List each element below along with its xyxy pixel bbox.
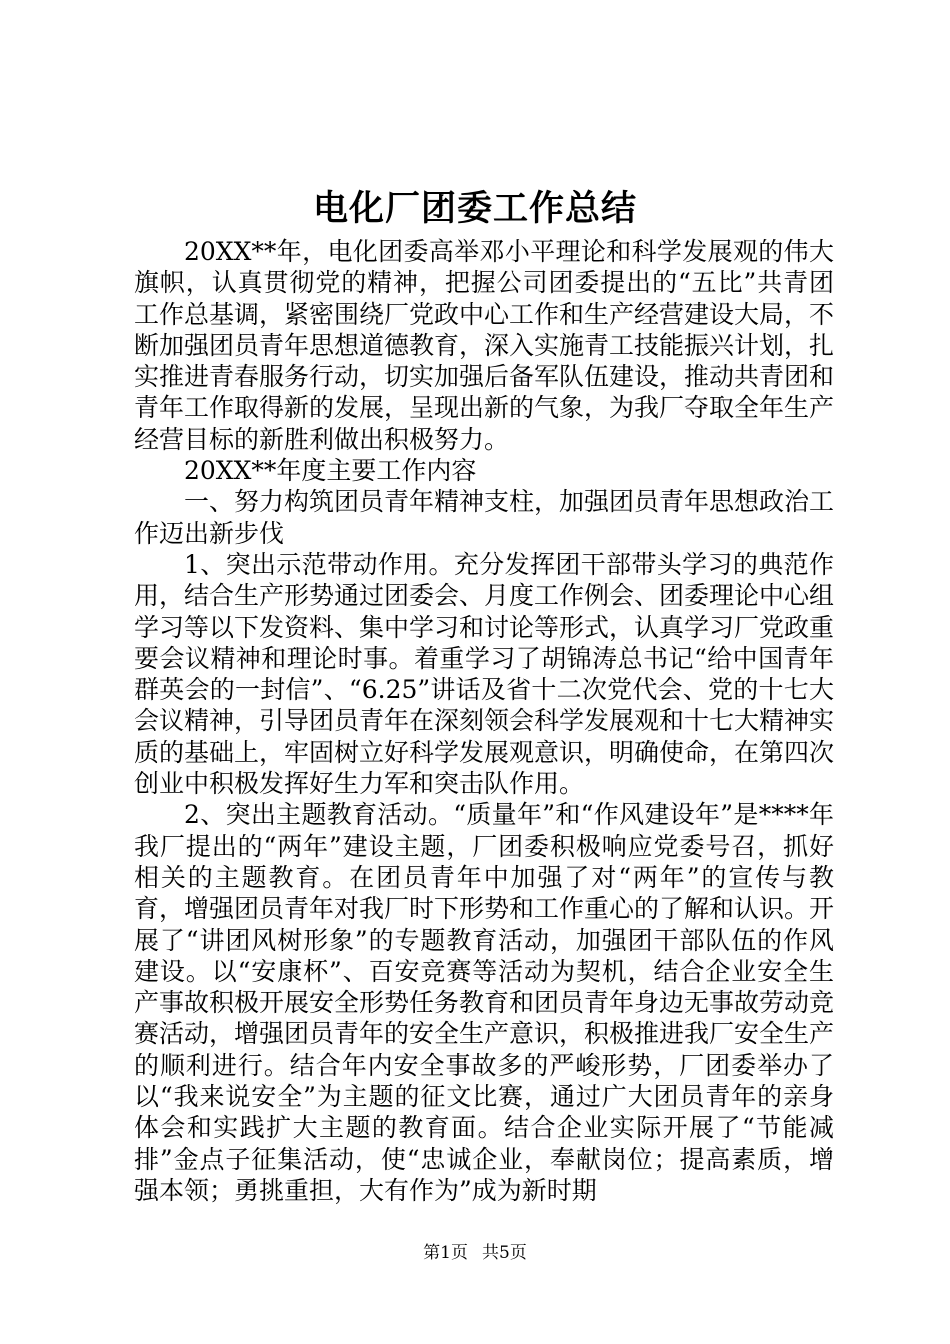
paragraph-item-2: 2、突出主题教育活动。“质量年”和“作风建设年”是****年我厂提出的“两年”建设主题，厂团委积极响应党委号召，抓好相关的主题教育。在团员青年中加强了对“两年”的宣传与教育，增强团员青年对我厂时下形势和工作重心的了解和认识。开展了“讲团风树形象”的专题教育活动，加强团干部队伍的作风建设。以“安康杯”、百安竞赛等活动为契机，结合企业安全生产事故积极开展安全形势任务教育和团员青年身边无事故劳动竞赛活动，增强团员青年的安全生产意识，积极推进我厂安全生产的顺利进行。结合年内安全事故多的严峻形势，厂团委举办了以“我来说安全”为主题的征文比赛，通过广大团员青年的亲身体会和实践扩大主题的教育面。结合企业实际开展了“节能减排”金点子征集活动，使“忠诚企业，奉献岗位；提高素质，增强本领；勇挑重担，大有作为”成为新时期 xyxy=(134,800,835,1205)
paragraph-item-1: 1、突出示范带动作用。充分发挥团干部带头学习的典范作用，结合生产形势通过团委会、月度工作例会、团委理论中心组学习等以下发资料、集中学习和讨论等形式，认真学习厂党政重要会议精神和理论时事。着重学习了胡锦涛总书记“给中国青年群英会的一封信”、“6.25”讲话及省十二次党代会、党的十七大会议精神，引导团员青年在深刻领会科学发展观和十七大精神实质的基础上，牢固树立好科学发展观意识，明确使命，在第四次创业中积极发挥好生力军和突击队作用。 xyxy=(134,549,835,799)
page-number: 第1页 xyxy=(423,1243,468,1263)
paragraph-intro: 20XX**年，电化团委高举邓小平理论和科学发展观的伟大旗帜，认真贯彻党的精神，把握公司团委提出的“五比”共青团工作总基调，紧密围绕厂党政中心工作和生产经营建设大局，不断加强团员青年思想道德教育，深入实施青工技能振兴计划，扎实推进青春服务行动，切实加强后备军队伍建设，推动共青团和青年工作取得新的发展，呈现出新的气象，为我厂夺取全年生产经营目标的新胜利做出积极努力。 xyxy=(134,237,835,454)
paragraph-part-one-heading: 一、努力构筑团员青年精神支柱，加强团员青年思想政治工作迈出新步伐 xyxy=(134,487,835,548)
page-footer xyxy=(0,1242,950,1264)
page-total: 共5页 xyxy=(482,1243,527,1263)
paragraph-section-heading: 20XX**年度主要工作内容 xyxy=(184,456,477,486)
document-body xyxy=(134,236,834,1206)
document-title: 电化厂团委工作总结 xyxy=(312,188,637,229)
